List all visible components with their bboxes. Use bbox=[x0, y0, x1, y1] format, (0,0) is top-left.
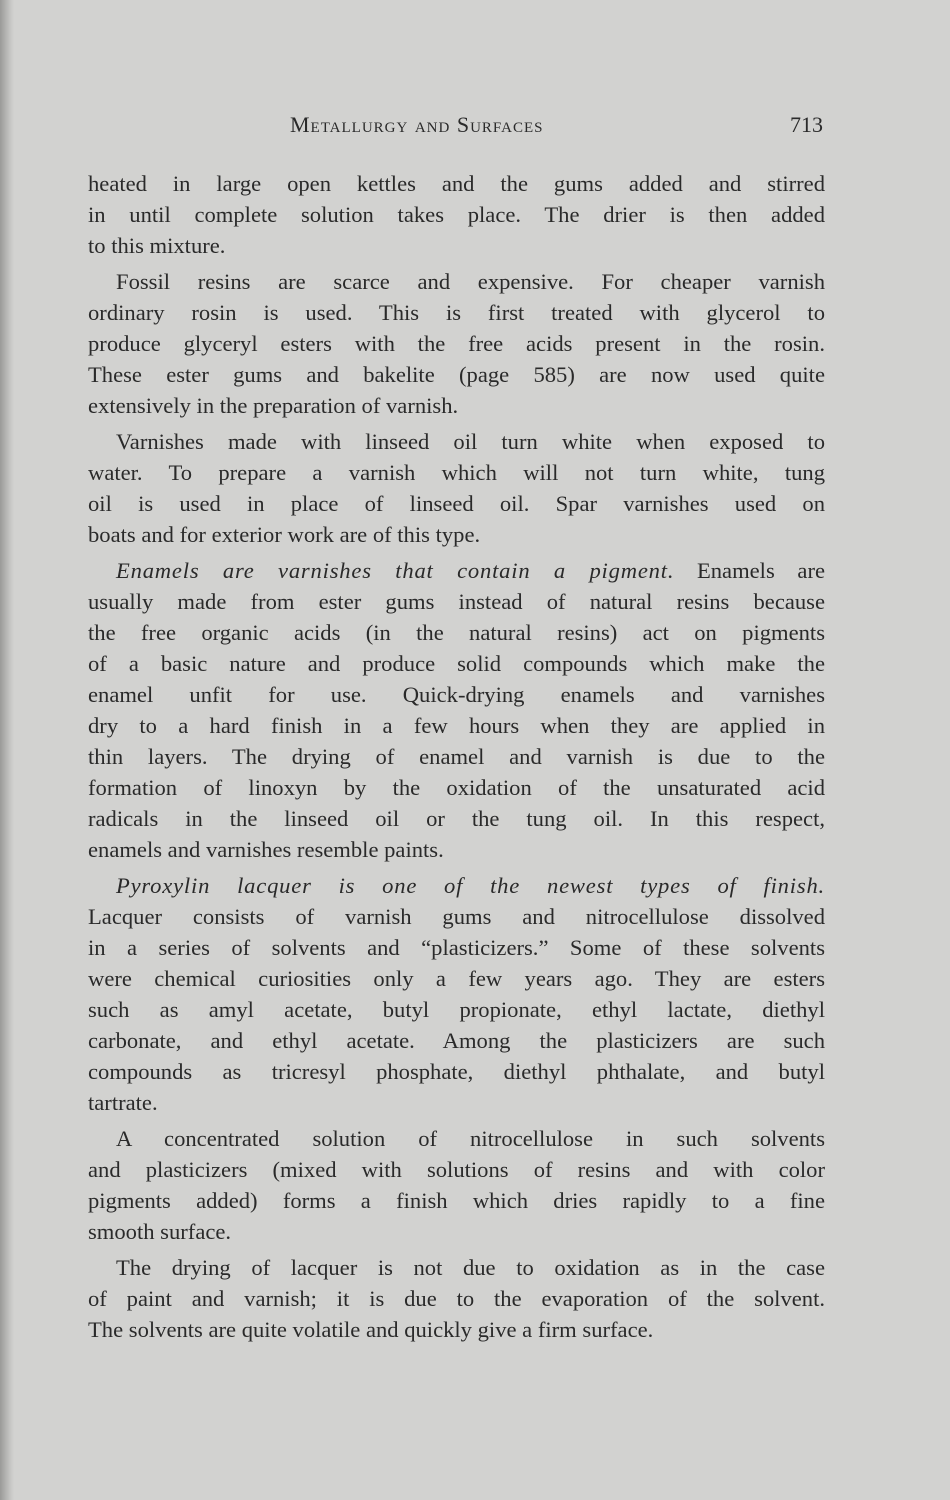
line-text: to this mixture. bbox=[88, 233, 226, 258]
line-text: Enamels are bbox=[674, 558, 825, 583]
line-text: of a basic nature and produce solid compounds which make the bbox=[88, 651, 825, 676]
text-line bbox=[88, 457, 825, 488]
text-line bbox=[88, 359, 825, 390]
paragraph bbox=[88, 1252, 825, 1345]
text-line bbox=[88, 1056, 825, 1087]
running-title: Metallurgy and Surfaces bbox=[290, 112, 544, 137]
line-text: boats and for exterior work are of this type. bbox=[88, 522, 481, 547]
line-text: enamels and varnishes resemble paints. bbox=[88, 837, 444, 862]
line-text: pigments added) forms a finish which dries rapidly to a fine bbox=[88, 1188, 825, 1213]
line-text: were chemical curiosities only a few years ago. They are esters bbox=[88, 966, 825, 991]
line-text: Fossil resins are scarce and expensive. For cheaper varnish bbox=[116, 269, 825, 294]
text-line bbox=[88, 963, 825, 994]
line-text: produce glyceryl esters with the free acids present in the rosin. bbox=[88, 331, 825, 356]
text-line bbox=[88, 834, 825, 865]
line-text: such as amyl acetate, butyl propionate, ethyl lactate, diethyl bbox=[88, 997, 825, 1022]
text-line bbox=[88, 1154, 825, 1185]
text-line bbox=[88, 390, 825, 421]
text-line bbox=[88, 741, 825, 772]
text-line bbox=[88, 803, 825, 834]
text-line bbox=[88, 586, 825, 617]
line-text: water. To prepare a varnish which will not turn white, tung bbox=[88, 460, 825, 485]
paragraph bbox=[88, 1123, 825, 1247]
text-line bbox=[88, 679, 825, 710]
line-text: ordinary rosin is used. This is first treated with glycerol to bbox=[88, 300, 825, 325]
text-line bbox=[88, 1087, 825, 1118]
line-text: Varnishes made with linseed oil turn white when exposed to bbox=[116, 429, 825, 454]
text-line bbox=[88, 426, 825, 457]
line-text: Lacquer consists of varnish gums and nitrocellulose dissolved bbox=[88, 904, 825, 929]
page-header bbox=[88, 112, 825, 142]
line-text: carbonate, and ethyl acetate. Among the plasticizers are such bbox=[88, 1028, 825, 1053]
line-text: and plasticizers (mixed with solutions of resins and with color bbox=[88, 1157, 825, 1182]
text-line bbox=[88, 901, 825, 932]
line-text: in a series of solvents and “plasticizers.” Some of these solvents bbox=[88, 935, 825, 960]
text-line bbox=[88, 1216, 825, 1247]
text-line bbox=[88, 1025, 825, 1056]
paragraph bbox=[88, 870, 825, 1118]
line-text: A concentrated solution of nitrocellulose in such solvents bbox=[116, 1126, 825, 1151]
text-line bbox=[88, 519, 825, 550]
text-line bbox=[88, 1252, 825, 1283]
line-text: the free organic acids (in the natural resins) act on pigments bbox=[88, 620, 825, 645]
text-line bbox=[88, 1123, 825, 1154]
line-text: smooth surface. bbox=[88, 1219, 232, 1244]
text-line bbox=[88, 994, 825, 1025]
page-edge-shadow bbox=[0, 0, 14, 1500]
italic-lead: Enamels are varnishes that contain a pigment. bbox=[116, 558, 675, 583]
line-text: heated in large open kettles and the gums added and stirred bbox=[88, 171, 825, 196]
text-line bbox=[88, 199, 825, 230]
line-text: enamel unfit for use. Quick-drying enamels and varnishes bbox=[88, 682, 825, 707]
line-text: usually made from ester gums instead of natural resins because bbox=[88, 589, 825, 614]
line-text: compounds as tricresyl phosphate, diethyl phthalate, and butyl bbox=[88, 1059, 825, 1084]
line-text: These ester gums and bakelite (page 585) are now used quite bbox=[88, 362, 825, 387]
text-line bbox=[88, 230, 825, 261]
line-text: The drying of lacquer is not due to oxidation as in the case bbox=[116, 1255, 825, 1280]
paragraph bbox=[88, 168, 825, 261]
body-text bbox=[88, 168, 825, 1350]
line-text: radicals in the linseed oil or the tung oil. In this respect, bbox=[88, 806, 825, 831]
text-line bbox=[88, 1185, 825, 1216]
italic-lead: Pyroxylin lacquer is one of the newest types of finish. bbox=[116, 873, 825, 898]
paragraph bbox=[88, 426, 825, 550]
paragraph bbox=[88, 555, 825, 865]
text-line bbox=[88, 617, 825, 648]
line-text: in until complete solution takes place. The drier is then added bbox=[88, 202, 825, 227]
text-line bbox=[88, 1283, 825, 1314]
text-line bbox=[88, 772, 825, 803]
text-line bbox=[88, 168, 825, 199]
text-line bbox=[88, 648, 825, 679]
text-line bbox=[88, 710, 825, 741]
text-line bbox=[88, 932, 825, 963]
line-text: tartrate. bbox=[88, 1090, 158, 1115]
line-text: of paint and varnish; it is due to the evaporation of the solvent. bbox=[88, 1286, 825, 1311]
text-line bbox=[88, 328, 825, 359]
text-line bbox=[88, 555, 825, 586]
line-text: dry to a hard finish in a few hours when they are applied in bbox=[88, 713, 825, 738]
paragraph bbox=[88, 266, 825, 421]
page-number: 713 bbox=[790, 112, 823, 137]
line-text: oil is used in place of linseed oil. Spar varnishes used on bbox=[88, 491, 825, 516]
text-line bbox=[88, 1314, 825, 1345]
text-line bbox=[88, 488, 825, 519]
text-line bbox=[88, 870, 825, 901]
text-line bbox=[88, 266, 825, 297]
line-text: formation of linoxyn by the oxidation of the unsaturated acid bbox=[88, 775, 825, 800]
line-text: The solvents are quite volatile and quickly give a firm surface. bbox=[88, 1317, 654, 1342]
line-text: extensively in the preparation of varnish. bbox=[88, 393, 459, 418]
text-line bbox=[88, 297, 825, 328]
line-text: thin layers. The drying of enamel and varnish is due to the bbox=[88, 744, 825, 769]
